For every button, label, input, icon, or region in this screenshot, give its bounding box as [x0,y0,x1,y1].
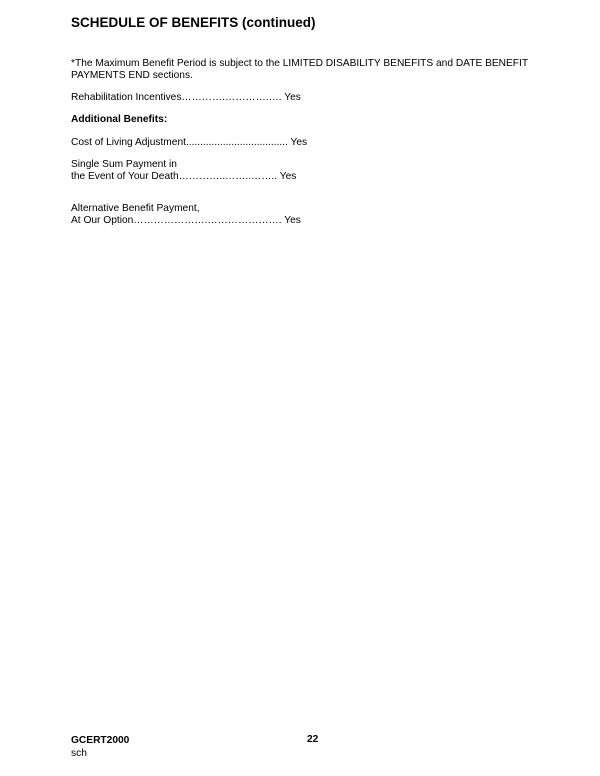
additional-benefits-heading: Additional Benefits: [71,114,168,125]
section-code: sch [71,748,87,759]
single-sum-line-1: Single Sum Payment in [71,159,177,170]
page-number: 22 [307,734,319,745]
alternative-benefit-line-1: Alternative Benefit Payment, [71,203,200,214]
rehabilitation-incentives: Rehabilitation Incentives………….………….…. Yes [71,92,301,103]
page-heading: SCHEDULE OF BENEFITS (continued) [71,15,316,30]
footer-codes [71,734,129,760]
note-line-2: PAYMENTS END sections. [71,70,193,81]
alternative-benefit-line-2: At Our Option………………….…………………. Yes [71,215,301,226]
form-code: GCERT2000 [71,735,130,746]
cost-of-living-adjustment: Cost of Living Adjustment.................................... Yes [71,137,308,148]
single-sum-line-2: the Event of Your Death…………..……..…….. Yes [71,171,297,182]
note-line-1: *The Maximum Benefit Period is subject to the LIMITED DISABILITY BENEFITS and DATE BENEFIT [71,58,529,69]
